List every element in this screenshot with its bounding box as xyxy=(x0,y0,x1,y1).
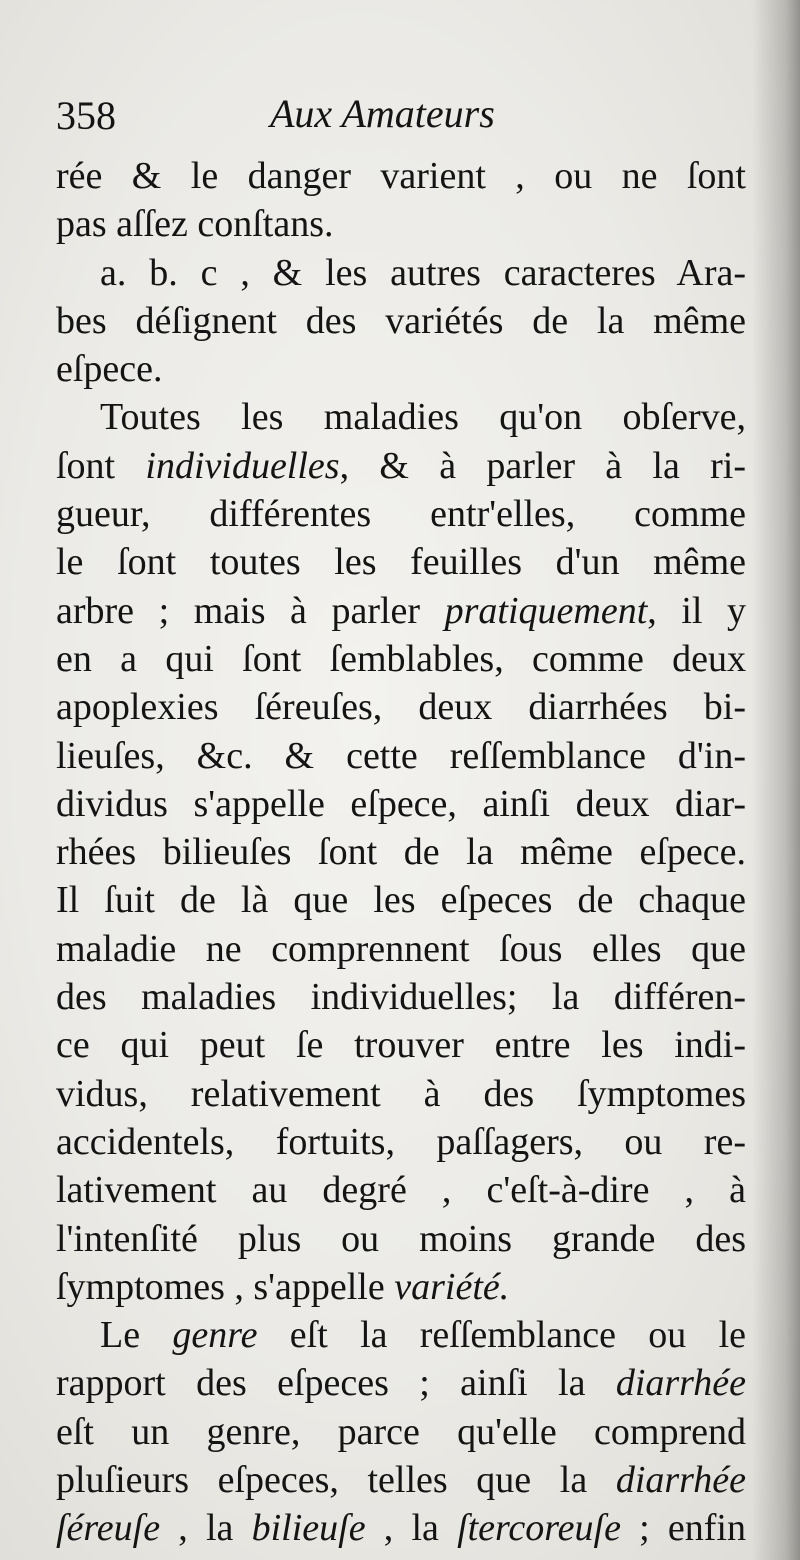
text-line xyxy=(56,393,746,441)
text-segment: rapport des eſpeces ; ainſi la xyxy=(56,1362,616,1405)
text-segment: Il ſuit de là que les eſpeces de chaque xyxy=(56,879,746,922)
text-segment: maladie ne comprennent ſous elles que xyxy=(56,927,746,970)
text-segment: rée & le danger varient , ou ne ſont xyxy=(56,155,746,197)
italic-term: diarrhée xyxy=(615,1459,746,1502)
text-line xyxy=(56,1166,746,1214)
text-segment: eſpece. xyxy=(56,348,163,391)
text-segment: bes déſignent des variétés de la même xyxy=(56,299,746,342)
text-segment: lieuſes, &c. & cette reſſemblance d'in- xyxy=(56,734,746,777)
text-segment: des maladies individuelles; la différen- xyxy=(56,976,746,1019)
page-header xyxy=(56,86,746,146)
italic-term: ſéreuſe xyxy=(56,1507,161,1550)
text-segment: dividus s'appelle eſpece, ainſi deux diar- xyxy=(56,782,746,825)
text-line xyxy=(56,249,746,297)
text-line xyxy=(56,876,746,924)
text-line xyxy=(56,1456,746,1504)
text-line xyxy=(56,925,746,973)
text-segment: accidentels, fortuits, paſſagers, ou re- xyxy=(56,1120,746,1163)
page-edge-shadow xyxy=(752,0,800,1560)
italic-term: ſtercoreuſe xyxy=(457,1507,621,1550)
text-line xyxy=(56,345,746,393)
text-segment: l'intenſité plus ou moins grande des xyxy=(56,1217,746,1260)
text-segment: eſt la reſſemblance ou le xyxy=(257,1314,747,1357)
text-line xyxy=(56,1215,746,1263)
text-segment: le ſont toutes les feuilles d'un même xyxy=(56,541,746,584)
text-segment: pas aſſez conſtans. xyxy=(56,203,334,246)
text-line xyxy=(56,1021,746,1069)
text-segment: ce qui peut ſe trouver entre les indi- xyxy=(56,1024,746,1067)
text-segment: ſont xyxy=(56,444,146,487)
text-line xyxy=(56,490,746,538)
text-line xyxy=(56,683,746,731)
text-line xyxy=(56,1311,746,1359)
text-segment: , & à parler à la ri- xyxy=(339,444,746,487)
text-segment: a. b. c , & les autres caracteres Ara- xyxy=(100,251,746,294)
italic-term: diarrhée xyxy=(615,1362,746,1405)
text-line xyxy=(56,973,746,1021)
text-line xyxy=(56,152,746,200)
text-segment: Toutes les maladies qu'on obſerve, xyxy=(100,396,746,439)
text-segment: , il y xyxy=(647,589,746,632)
text-line xyxy=(56,1118,746,1166)
text-line xyxy=(56,442,746,490)
text-line xyxy=(56,828,746,876)
text-segment: apoplexies ſéreuſes, deux diarrhées bi- xyxy=(56,686,746,729)
italic-term: genre xyxy=(172,1314,258,1357)
text-line xyxy=(56,1070,746,1118)
text-line xyxy=(56,1408,746,1456)
text-line xyxy=(56,200,746,248)
text-segment: arbre ; mais à parler xyxy=(56,589,445,632)
text-line xyxy=(56,538,746,586)
page-number: 358 xyxy=(56,93,116,138)
text-segment: ; enfin xyxy=(620,1507,746,1550)
text-segment: lativement au degré , c'eſt-à-dire , à xyxy=(56,1169,746,1212)
text-line xyxy=(56,635,746,683)
text-line xyxy=(56,587,746,635)
text-segment: gueur, différentes entr'elles, comme xyxy=(56,493,746,536)
text-segment: pluſieurs eſpeces, telles que la xyxy=(56,1459,616,1502)
text-line xyxy=(56,1504,746,1552)
text-line xyxy=(56,780,746,828)
running-title: Aux Amateurs xyxy=(270,91,495,136)
italic-term: variété. xyxy=(394,1265,510,1308)
italic-term: pratiquement xyxy=(444,589,648,632)
italic-term: bilieuſe xyxy=(251,1507,366,1550)
text-segment: Le xyxy=(100,1314,173,1357)
italic-term: individuelles xyxy=(145,444,340,487)
text-segment: ſymptomes , s'appelle xyxy=(56,1265,395,1308)
text-line xyxy=(56,732,746,780)
text-segment: , la xyxy=(160,1507,252,1550)
text-segment: vidus, relativement à des ſymptomes xyxy=(56,1072,746,1115)
text-segment: en a qui ſont ſemblables, comme deux xyxy=(56,637,746,680)
text-line xyxy=(56,297,746,345)
text-line xyxy=(56,1359,746,1407)
text-segment: rhées bilieuſes ſont de la même eſpece. xyxy=(56,831,746,874)
body-text xyxy=(56,152,746,1553)
text-segment: , la xyxy=(365,1507,458,1550)
text-line xyxy=(56,1263,746,1311)
text-segment: eſt un genre, parce qu'elle comprend xyxy=(56,1410,746,1453)
